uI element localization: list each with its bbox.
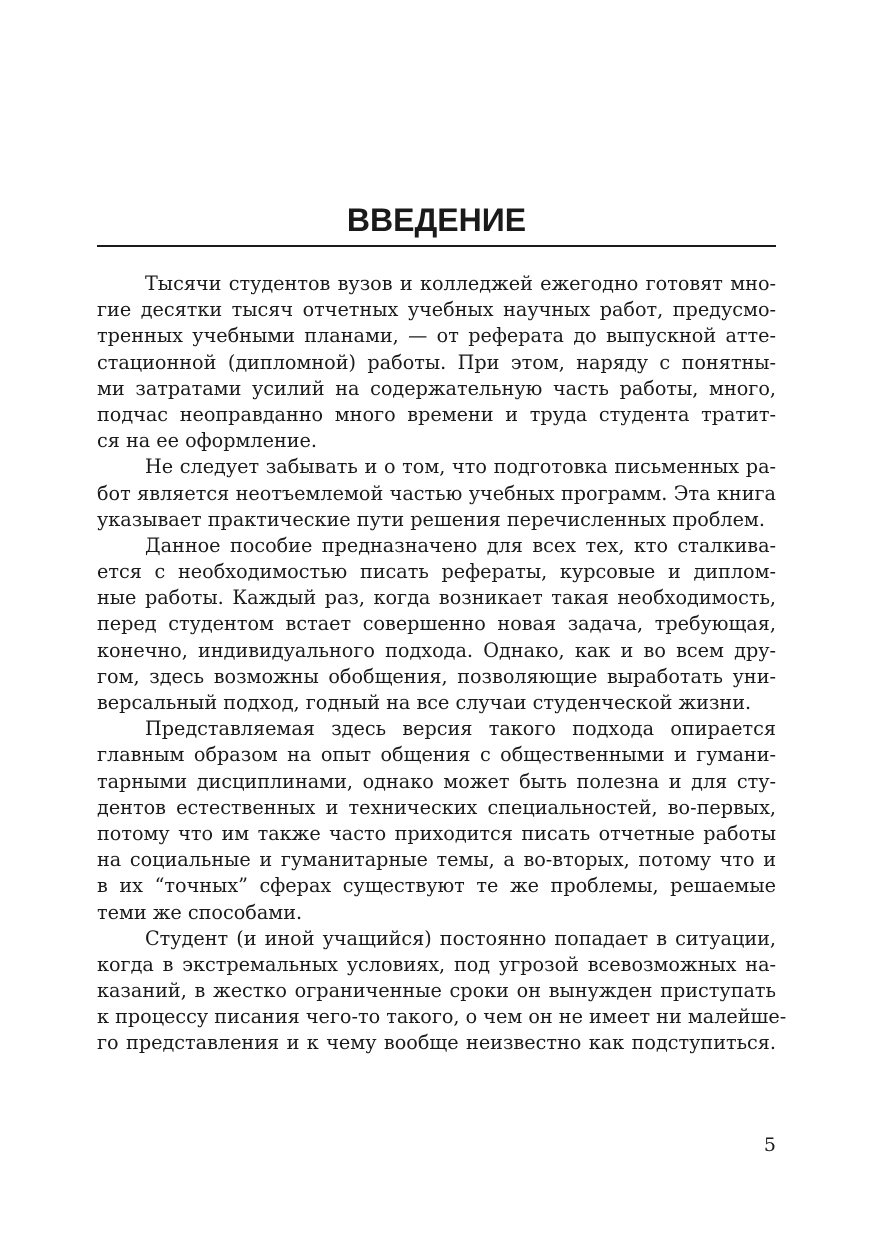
paragraph xyxy=(97,926,787,1057)
text-line: казаний, в жестко ограниченные сроки он вынужден приступать xyxy=(97,979,776,1003)
title-underline xyxy=(97,245,776,247)
text-line: Студент (и иной учащийся) постоянно попадает в ситуации, xyxy=(145,926,776,950)
text-line: тарными дисциплинами, однако может быть полезна и для сту- xyxy=(97,769,776,793)
text-line: к процессу писания чего-то такого, о чем он не имеет ни малейше- xyxy=(97,1005,787,1029)
page-number: 5 xyxy=(763,1134,776,1156)
text-line: перед студентом встает совершенно новая задача, требующая, xyxy=(97,612,776,636)
text-line: ми затратами усилий на содержательную часть работы, много, xyxy=(97,376,776,400)
text-line: конечно, индивидуального подхода. Однако, как и во всем дру- xyxy=(97,638,776,662)
text-line: гом, здесь возможны обобщения, позволяющие выработать уни- xyxy=(97,664,776,688)
text-line: дентов естественных и технических специальностей, во-первых, xyxy=(97,795,776,819)
text-line: подчас неоправданно много времени и труда студента тратит- xyxy=(97,402,776,426)
text-line: потому что им также часто приходится писать отчетные работы xyxy=(97,821,776,845)
text-line: указывает практические пути решения перечисленных проблем. xyxy=(97,507,765,531)
text-line: теми же способами. xyxy=(97,900,303,924)
text-line: Представляемая здесь версия такого подхода опирается xyxy=(145,717,776,741)
paragraph xyxy=(97,716,776,926)
text-line: ся на ее оформление. xyxy=(97,429,317,453)
text-line: на социальные и гуманитарные темы, а во-вторых, потому что и xyxy=(97,848,776,872)
text-line: версальный подход, годный на все случаи студенческой жизни. xyxy=(97,691,752,714)
paragraph xyxy=(97,454,776,533)
text-line: бот является неотъемлемой частью учебных программ. Эта книга xyxy=(97,481,776,505)
text-line: в их “точных” сферах существуют те же проблемы, решаемые xyxy=(97,874,776,898)
text-line: ные работы. Каждый раз, когда возникает такая необходимость, xyxy=(97,586,776,610)
text-line: Данное пособие предназначено для всех тех, кто сталкива- xyxy=(145,533,776,557)
page-title: ВВЕДЕНИЕ xyxy=(346,202,527,238)
text-body xyxy=(97,271,787,1057)
paragraph xyxy=(97,533,776,716)
text-line: Тысячи студентов вузов и колледжей ежегодно готовят мно- xyxy=(145,272,776,295)
text-line: главным образом на опыт общения с общественными и гумани- xyxy=(97,743,776,767)
text-line: тренных учебными планами, — от реферата до выпускной атте- xyxy=(97,324,776,348)
text-line: когда в экстремальных условиях, под угрозой всевозможных на- xyxy=(97,952,776,976)
text-line: го представления и к чему вообще неизвестно как подступиться. xyxy=(97,1031,776,1055)
paragraph xyxy=(97,271,776,454)
text-line: гие десятки тысяч отчетных учебных научных работ, предусмо- xyxy=(97,298,776,322)
text-line: стационной (дипломной) работы. При этом, наряду с понятны- xyxy=(97,350,776,374)
text-line: Не следует забывать и о том, что подготовка письменных ра- xyxy=(145,455,776,479)
text-line: ется с необходимостью писать рефераты, курсовые и диплом- xyxy=(97,560,776,584)
